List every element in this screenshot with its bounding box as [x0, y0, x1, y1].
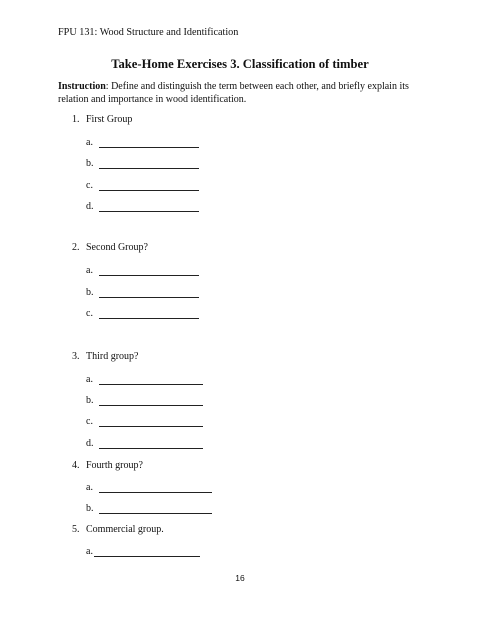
option-letter: c. — [86, 180, 93, 191]
option-letter: c. — [86, 416, 93, 427]
answer-blank[interactable] — [99, 138, 199, 148]
question-1 — [72, 114, 132, 125]
question-number: 2. — [72, 242, 80, 253]
answer-blank[interactable] — [99, 417, 203, 427]
answer-blank[interactable] — [99, 504, 212, 514]
question-text: Third group? — [86, 351, 139, 362]
answer-blank[interactable] — [99, 202, 199, 212]
option-letter: a. — [86, 137, 93, 148]
answer-line[interactable] — [86, 546, 200, 557]
answer-line[interactable] — [86, 180, 199, 191]
question-3 — [72, 351, 139, 362]
option-letter: b. — [86, 503, 94, 514]
answer-line[interactable] — [86, 482, 212, 493]
answer-blank[interactable] — [99, 375, 203, 385]
option-letter: a. — [86, 374, 93, 385]
answer-blank[interactable] — [99, 396, 203, 406]
answer-blank[interactable] — [99, 483, 212, 493]
answer-line[interactable] — [86, 158, 199, 169]
question-text: First Group — [86, 114, 133, 125]
option-letter: b. — [86, 158, 94, 169]
answer-line[interactable] — [86, 265, 199, 276]
option-letter: b. — [86, 287, 94, 298]
question-number: 3. — [72, 351, 80, 362]
question-text: Second Group? — [86, 242, 148, 253]
question-number: 5. — [72, 524, 80, 535]
page-number: 16 — [235, 573, 245, 583]
instruction-text: : Define and distinguish the term between each other, and briefly explain its relation and importance in wood identification. — [58, 81, 409, 105]
option-letter: a. — [86, 546, 93, 557]
instruction-paragraph — [58, 80, 430, 106]
answer-line[interactable] — [86, 416, 203, 427]
page-title: Take-Home Exercises 3. Classification of timber — [111, 57, 369, 71]
instruction-label: Instruction — [58, 81, 106, 92]
question-2 — [72, 242, 148, 253]
answer-line[interactable] — [86, 308, 199, 319]
question-5 — [72, 524, 164, 535]
answer-blank[interactable] — [99, 288, 199, 298]
page-header: FPU 131: Wood Structure and Identification — [58, 27, 239, 38]
option-letter: d. — [86, 438, 94, 449]
question-4 — [72, 460, 143, 471]
answer-line[interactable] — [86, 287, 199, 298]
answer-line[interactable] — [86, 395, 203, 406]
answer-blank[interactable] — [99, 266, 199, 276]
answer-blank[interactable] — [99, 309, 199, 319]
answer-line[interactable] — [86, 438, 203, 449]
question-number: 1. — [72, 114, 80, 125]
option-letter: b. — [86, 395, 94, 406]
answer-line[interactable] — [86, 374, 203, 385]
answer-blank[interactable] — [99, 181, 199, 191]
answer-line[interactable] — [86, 503, 212, 514]
question-number: 4. — [72, 460, 80, 471]
option-letter: c. — [86, 308, 93, 319]
question-text: Fourth group? — [86, 460, 143, 471]
option-letter: d. — [86, 201, 94, 212]
option-letter: a. — [86, 482, 93, 493]
answer-blank[interactable] — [99, 159, 199, 169]
question-text: Commercial group. — [86, 524, 164, 535]
option-letter: a. — [86, 265, 93, 276]
answer-line[interactable] — [86, 137, 199, 148]
answer-blank[interactable] — [94, 547, 200, 557]
answer-blank[interactable] — [99, 439, 203, 449]
answer-line[interactable] — [86, 201, 199, 212]
